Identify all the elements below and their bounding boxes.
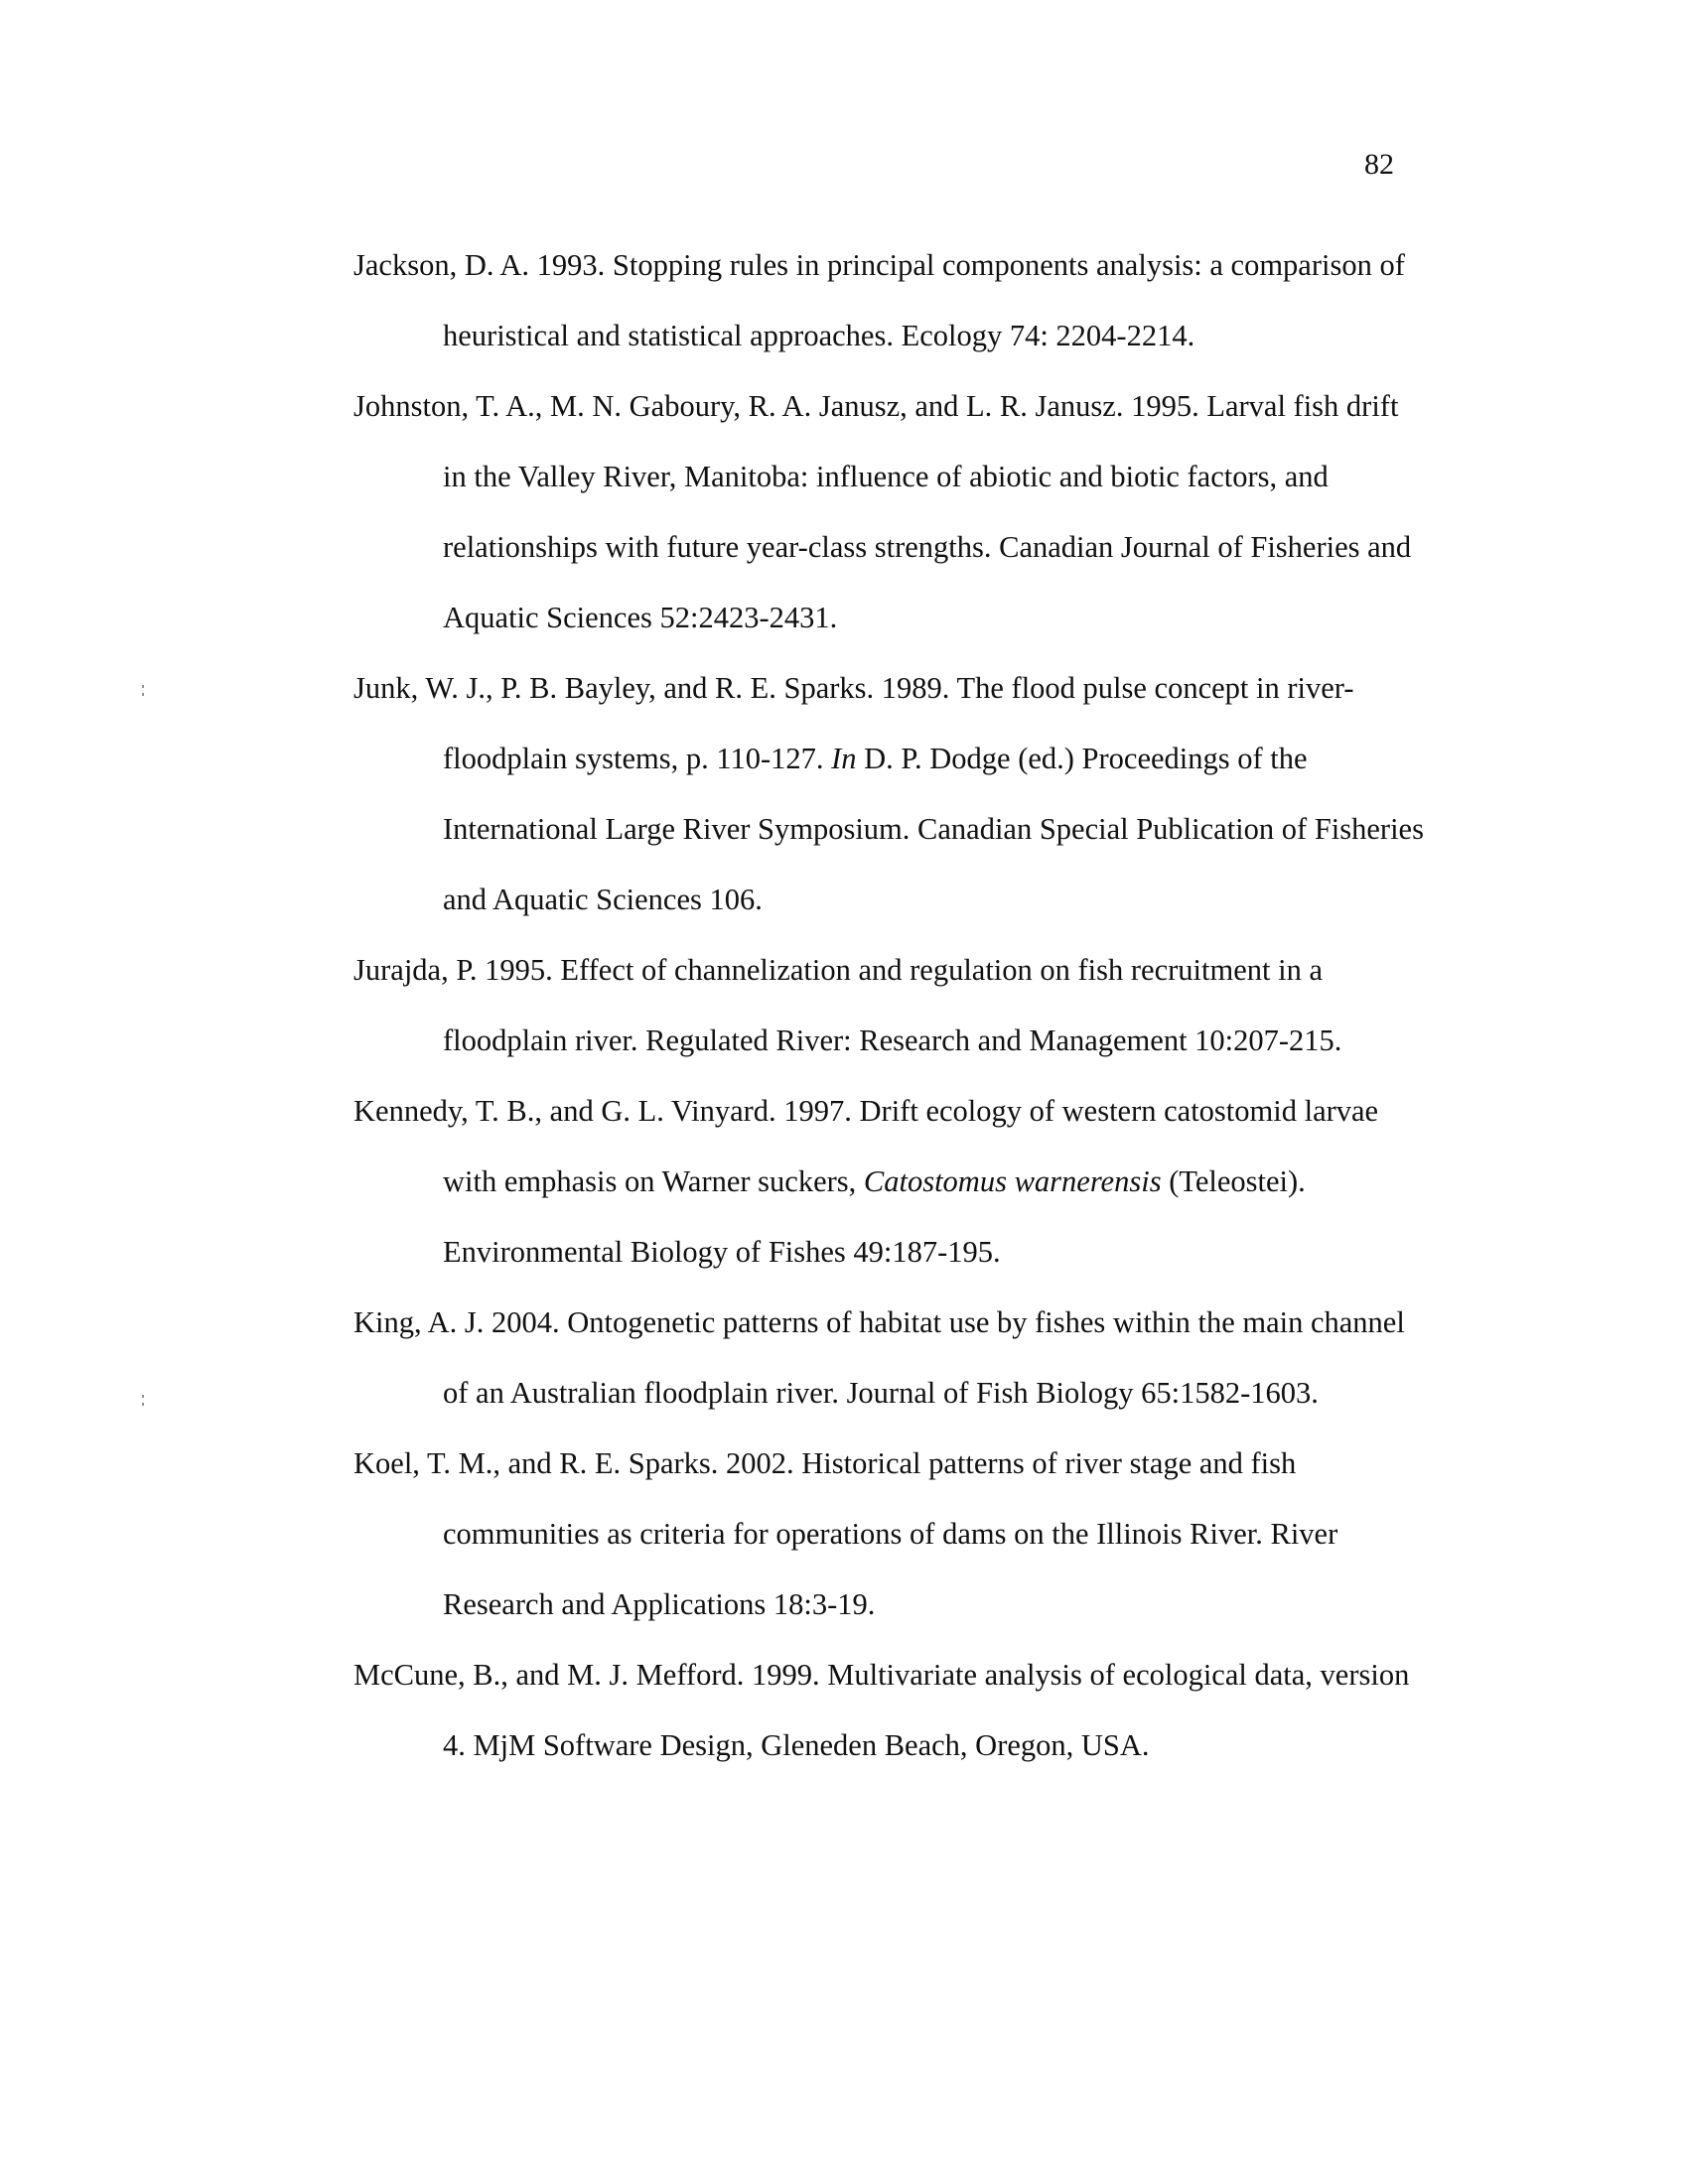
reference-line: Johnston, T. A., M. N. Gaboury, R. A. Janusz, and L. R. Janusz. 1995. Larval fish drift <box>353 389 1399 423</box>
reference-line <box>443 1164 1306 1198</box>
scan-speck <box>142 1395 144 1398</box>
reference-line: of an Australian floodplain river. Journal of Fish Biology 65:1582-1603. <box>443 1376 1319 1410</box>
reference-king-2004 <box>353 1288 1436 1429</box>
reference-line: Aquatic Sciences 52:2423-2431. <box>443 601 838 634</box>
reference-text: floodplain systems, p. 110-127. <box>443 742 832 775</box>
reference-line: Kennedy, T. B., and G. L. Vinyard. 1997. Drift ecology of western catostomid larvae <box>353 1094 1379 1128</box>
reference-line: Jurajda, P. 1995. Effect of channelization and regulation on fish recruitment in a <box>353 953 1323 987</box>
reference-junk-1989 <box>353 653 1436 935</box>
reference-line: International Large River Symposium. Canadian Special Publication of Fisheries <box>443 812 1424 846</box>
reference-line <box>443 742 1308 775</box>
reference-mccune-1999 <box>353 1640 1436 1781</box>
page-number: 82 <box>1364 148 1394 181</box>
reference-line: King, A. J. 2004. Ontogenetic patterns of habitat use by fishes within the main channel <box>353 1305 1405 1339</box>
reference-johnston-1995 <box>353 371 1436 653</box>
reference-list <box>353 230 1436 1781</box>
reference-line: floodplain river. Regulated River: Research and Management 10:207-215. <box>443 1024 1342 1057</box>
reference-jurajda-1995 <box>353 935 1436 1076</box>
reference-line: Research and Applications 18:3-19. <box>443 1587 876 1621</box>
scan-speck <box>142 685 144 688</box>
reference-italic-text: In <box>831 742 857 775</box>
reference-line: communities as criteria for operations of dams on the Illinois River. River <box>443 1517 1338 1551</box>
reference-line: McCune, B., and M. J. Mefford. 1999. Multivariate analysis of ecological data, version <box>353 1658 1410 1692</box>
reference-text: (Teleostei). <box>1161 1164 1306 1198</box>
scan-speck <box>142 1403 144 1406</box>
reference-kennedy-1997 <box>353 1076 1436 1288</box>
reference-line: Koel, T. M., and R. E. Sparks. 2002. Historical patterns of river stage and fish <box>353 1446 1297 1480</box>
reference-line: 4. MjM Software Design, Gleneden Beach, Oregon, USA. <box>443 1728 1150 1762</box>
scan-speck <box>142 693 144 696</box>
reference-text: D. P. Dodge (ed.) Proceedings of the <box>856 742 1308 775</box>
reference-text: with emphasis on Warner suckers, <box>443 1164 864 1198</box>
reference-line: heuristical and statistical approaches. Ecology 74: 2204-2214. <box>443 319 1195 352</box>
reference-line: Jackson, D. A. 1993. Stopping rules in principal components analysis: a comparison of <box>353 248 1405 282</box>
reference-koel-2002 <box>353 1429 1436 1640</box>
reference-line: Junk, W. J., P. B. Bayley, and R. E. Sparks. 1989. The flood pulse concept in river- <box>353 671 1354 705</box>
reference-jackson-1993 <box>353 230 1436 371</box>
reference-line: Environmental Biology of Fishes 49:187-195. <box>443 1235 1001 1269</box>
reference-line: and Aquatic Sciences 106. <box>443 883 763 916</box>
reference-line: relationships with future year-class strengths. Canadian Journal of Fisheries and <box>443 530 1412 564</box>
species-name: Catostomus warnerensis <box>863 1164 1162 1198</box>
reference-line: in the Valley River, Manitoba: influence of abiotic and biotic factors, and <box>443 460 1329 493</box>
